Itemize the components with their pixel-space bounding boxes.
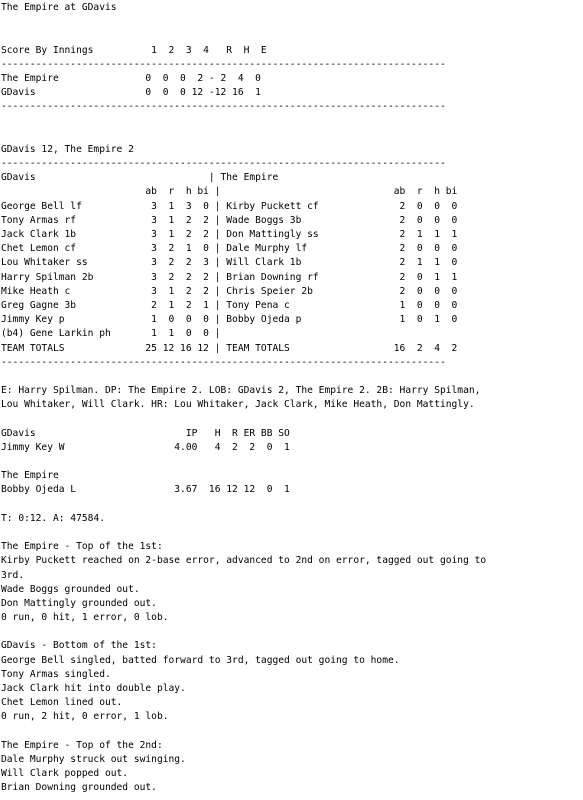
text-line: Jimmy Key p 1 0 0 0 | Bobby Ojeda p 1 0 1 0 xyxy=(1,314,458,326)
text-line: George Bell lf 3 1 3 0 | Kirby Puckett cf 2 0 0 0 xyxy=(1,200,458,212)
text-line xyxy=(1,129,583,143)
text-line: Wade Boggs grounded out. xyxy=(1,583,140,595)
text-line: 0 run, 2 hit, 0 error, 1 lob. xyxy=(1,711,169,723)
text-line: GDavis 0 0 0 12 -12 16 1 xyxy=(1,87,261,99)
text-line: GDavis 12, The Empire 2 xyxy=(1,143,134,155)
text-line: Tony Armas singled. xyxy=(1,668,111,680)
text-line: Harry Spilman 2b 3 2 2 2 | Brian Downing rf 2 0 1 1 xyxy=(1,271,458,283)
text-line: ab r h bi | ab r h bi xyxy=(1,186,458,198)
text-line xyxy=(1,115,583,129)
text-line: Brian Downing grounded out. xyxy=(1,782,157,794)
text-line: ----------------------------------------------------------------------------- xyxy=(1,356,446,368)
text-line: GDavis | The Empire xyxy=(1,172,279,184)
text-line xyxy=(1,526,583,540)
text-line: Chet Lemon cf 3 2 1 0 | Dale Murphy lf 2 0 0 0 xyxy=(1,243,458,255)
text-line: Score By Innings 1 2 3 4 R H E xyxy=(1,44,267,56)
text-line: The Empire - Top of the 1st: xyxy=(1,541,163,553)
text-line: The Empire - Top of the 2nd: xyxy=(1,739,163,751)
text-line: 3rd. xyxy=(1,569,25,581)
text-line: 0 run, 0 hit, 1 error, 0 lob. xyxy=(1,612,169,624)
text-line: Chet Lemon lined out. xyxy=(1,697,123,709)
text-line: ----------------------------------------------------------------------------- xyxy=(1,58,446,70)
text-line: TEAM TOTALS 25 12 16 12 | TEAM TOTALS 16 2 4 2 xyxy=(1,342,458,354)
text-line: ----------------------------------------------------------------------------- xyxy=(1,158,446,170)
text-line: GDavis - Bottom of the 1st: xyxy=(1,640,157,652)
text-line: Greg Gagne 3b 2 1 2 1 | Tony Pena c 1 0 0 0 xyxy=(1,299,458,311)
text-line xyxy=(1,498,583,512)
text-line xyxy=(1,29,583,43)
text-line: Jack Clark 1b 3 1 2 2 | Don Mattingly ss 2 1 1 1 xyxy=(1,229,458,240)
text-line xyxy=(1,15,583,29)
text-line: Mike Heath c 3 1 2 2 | Chris Speier 2b 2 0 0 0 xyxy=(1,285,458,297)
text-line: Don Mattingly grounded out. xyxy=(1,597,157,609)
text-line: Jimmy Key W 4.00 4 2 2 0 1 xyxy=(1,441,290,453)
text-line: Lou Whitaker, Will Clark. HR: Lou Whitaker, Jack Clark, Mike Heath, Don Mattingly. xyxy=(1,399,475,411)
text-line xyxy=(1,625,583,639)
text-line: The Empire 0 0 0 2 - 2 4 0 xyxy=(1,72,261,84)
text-line: Kirby Puckett reached on 2-base error, advanced to 2nd on error, tagged out going to xyxy=(1,555,487,567)
text-line: (b4) Gene Larkin ph 1 1 0 0 | xyxy=(1,328,221,340)
text-line xyxy=(1,455,583,469)
text-line: Dale Murphy struck out swinging. xyxy=(1,753,186,765)
text-line xyxy=(1,370,583,384)
text-line: E: Harry Spilman. DP: The Empire 2. LOB: GDavis 2, The Empire 2. 2B: Harry Spilman, xyxy=(1,385,481,397)
text-line: GDavis IP H R ER BB SO xyxy=(1,427,290,439)
text-line xyxy=(1,412,583,426)
text-line: ----------------------------------------------------------------------------- xyxy=(1,101,446,113)
text-line: T: 0:12. A: 47584. xyxy=(1,512,105,524)
text-line: Lou Whitaker ss 3 2 2 3 | Will Clark 1b 2 1 1 0 xyxy=(1,257,458,269)
text-line: Jack Clark hit into double play. xyxy=(1,683,186,694)
text-line xyxy=(1,725,583,739)
text-line: Tony Armas rf 3 1 2 2 | Wade Boggs 3b 2 0 0 0 xyxy=(1,214,458,226)
text-line: George Bell singled, batted forward to 3rd, tagged out going to home. xyxy=(1,654,400,666)
text-line: The Empire xyxy=(1,470,59,482)
text-line: Bobby Ojeda L 3.67 16 12 12 0 1 xyxy=(1,484,290,496)
text-line: Will Clark popped out. xyxy=(1,768,129,780)
text-line: The Empire at GDavis xyxy=(1,2,117,13)
